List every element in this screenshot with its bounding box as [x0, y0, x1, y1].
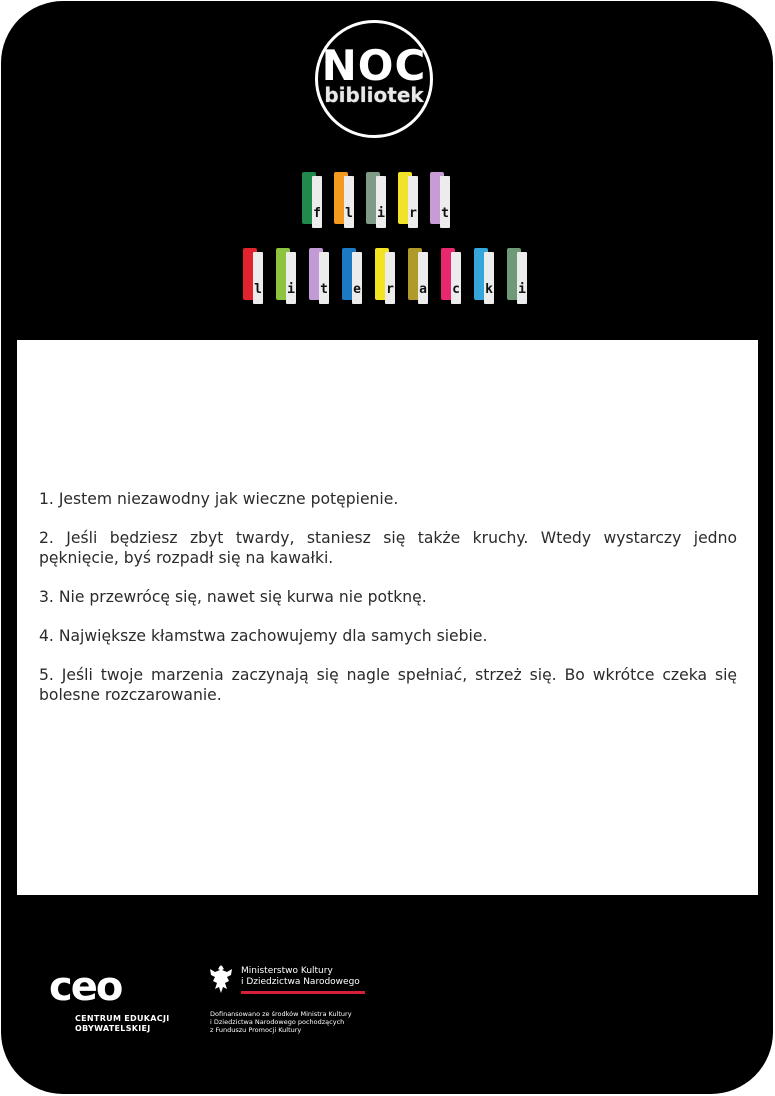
book-letter: t [320, 282, 328, 297]
book-row2-6 [441, 248, 463, 304]
ceo-logo [49, 964, 179, 1037]
funding-note [210, 1010, 352, 1034]
quote-item: 2. Jeśli będziesz zbyt twardy, staniesz się także kruchy. Wtedy wystarczy jedno pęknięcie, byś rozpadł się na kawałki. [39, 529, 737, 567]
book-row2-2 [309, 248, 331, 304]
quote-list [39, 489, 737, 724]
book-letter: a [419, 282, 427, 297]
flashcard [1, 1, 773, 1094]
funding-line3: z Funduszu Promocji Kultury [210, 1026, 302, 1034]
book-row2-7 [474, 248, 496, 304]
ministry-line1: Ministerstwo Kultury [241, 966, 333, 976]
ceo-wordmark: ceo [49, 964, 122, 1010]
book-letter: t [441, 206, 449, 221]
book-row2-0 [243, 248, 265, 304]
ministry-line2: i Dziedzictwa Narodowego [241, 977, 360, 987]
book-row2-5 [408, 248, 430, 304]
ceo-name-line2: OBYWATELSKIEJ [75, 1024, 151, 1033]
book-letter: i [287, 282, 295, 297]
book-row2-8 [507, 248, 529, 304]
book-letter: r [386, 282, 394, 297]
logo-title: NOC [321, 41, 427, 90]
book-row1-0 [302, 172, 324, 228]
ceo-name-line1: CENTRUM EDUKACJI [75, 1014, 170, 1023]
funding-line1: Dofinansowano ze środków Ministra Kultury [210, 1010, 352, 1018]
ministry-name [241, 966, 360, 988]
book-letter: e [353, 282, 361, 297]
book-row2-1 [276, 248, 298, 304]
book-letter: l [345, 206, 353, 221]
book-row1-2 [366, 172, 388, 228]
book-letter: c [452, 282, 460, 297]
book-row2-4 [375, 248, 397, 304]
ministry-logo [207, 963, 387, 1043]
book-row1-4 [430, 172, 452, 228]
book-letter: f [313, 206, 321, 221]
ministry-accent-bar [241, 991, 365, 994]
book-letter: k [485, 282, 493, 297]
quote-item: 4. Największe kłamstwa zachowujemy dla samych siebie. [39, 627, 488, 645]
book-letter: i [518, 282, 526, 297]
quote-item: 3. Nie przewrócę się, nawet się kurwa nie potknę. [39, 588, 427, 606]
quote-item: 1. Jestem niezawodny jak wieczne potępienie. [39, 490, 399, 508]
flirt-literacki-books [1, 1, 773, 321]
book-letter: l [254, 282, 262, 297]
quote-panel [17, 340, 758, 895]
logo-subtitle: bibliotek [324, 83, 424, 107]
funding-line2: i Dziedzictwa Narodowego pochodzących [210, 1018, 345, 1026]
book-letter: i [377, 206, 385, 221]
book-row1-1 [334, 172, 356, 228]
book-row1-3 [398, 172, 420, 228]
book-letter: r [409, 206, 417, 221]
book-row2-3 [342, 248, 364, 304]
quote-item: 5. Jeśli twoje marzenia zaczynają się nagle spełniać, strzeż się. Bo wkrótce czeka się bolesne rozczarowanie. [39, 666, 737, 704]
eagle-emblem-icon [207, 963, 235, 997]
ceo-name [75, 1014, 170, 1034]
